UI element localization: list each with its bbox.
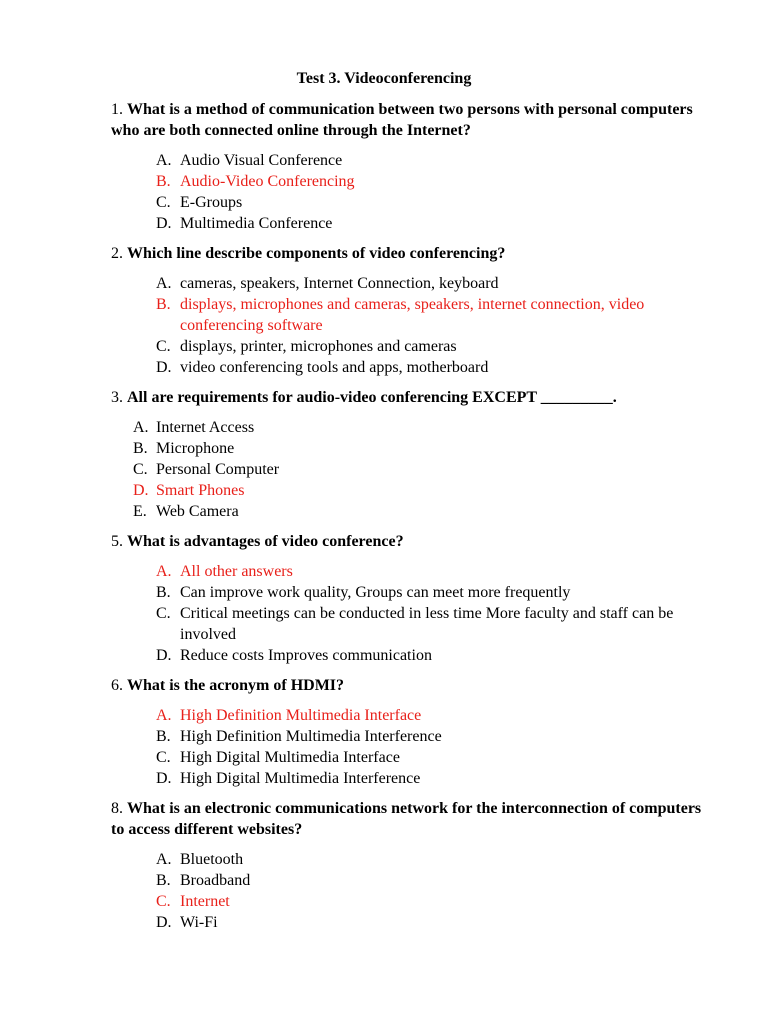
question-number: 1. (111, 101, 123, 118)
option-letter: B. (156, 728, 171, 745)
option-2d (0, 357, 768, 378)
option-text: Multimedia Conference (180, 215, 333, 232)
option-text: Reduce costs Improves communication (180, 647, 432, 664)
option-2a (0, 273, 768, 294)
question-number: 5. (111, 533, 123, 550)
options-2 (0, 273, 768, 378)
question-5 (111, 531, 711, 552)
option-text: High Digital Multimedia Interface (180, 749, 400, 766)
option-text: displays, microphones and cameras, speakers, internet connection, video conferencing software (180, 296, 645, 334)
options-3 (0, 417, 768, 522)
option-3d-correct (0, 480, 768, 501)
page-title: Test 3. Videoconferencing (296, 70, 472, 87)
option-2c (0, 336, 768, 357)
option-3b (0, 438, 768, 459)
option-5d (0, 645, 768, 666)
option-letter: A. (133, 419, 149, 436)
option-letter: C. (156, 893, 171, 910)
option-text: Microphone (156, 440, 235, 457)
option-text: Smart Phones (156, 482, 245, 499)
option-8a (0, 849, 768, 870)
option-text: Wi-Fi (180, 914, 218, 931)
question-1 (111, 99, 711, 141)
option-letter: B. (156, 584, 171, 601)
option-letter: C. (156, 749, 171, 766)
option-letter: B. (156, 296, 171, 313)
question-number: 3. (111, 389, 123, 406)
option-3a (0, 417, 768, 438)
option-1a (0, 150, 768, 171)
question-number: 2. (111, 245, 123, 262)
question-8 (111, 798, 711, 840)
option-text: Audio-Video Conferencing (180, 173, 355, 190)
option-text: displays, printer, microphones and cameras (180, 338, 457, 355)
option-text: Internet Access (156, 419, 255, 436)
option-text: Broadband (180, 872, 251, 889)
option-8c-correct (0, 891, 768, 912)
option-1c (0, 192, 768, 213)
option-letter: B. (156, 872, 171, 889)
option-letter: A. (156, 707, 172, 724)
options-5 (0, 561, 768, 666)
question-number: 8. (111, 800, 123, 817)
question-6 (111, 675, 711, 696)
question-text: What is the acronym of HDMI? (127, 677, 345, 694)
option-letter: D. (156, 914, 172, 931)
option-letter: A. (156, 152, 172, 169)
option-text: Audio Visual Conference (180, 152, 343, 169)
option-letter: C. (156, 338, 171, 355)
option-5c (0, 603, 768, 645)
option-text: Bluetooth (180, 851, 244, 868)
option-2b-correct (0, 294, 768, 336)
option-3e (0, 501, 768, 522)
option-text: High Definition Multimedia Interface (180, 707, 422, 724)
option-text: Web Camera (156, 503, 239, 520)
option-6a-correct (0, 705, 768, 726)
question-text: Which line describe components of video conferencing? (127, 245, 506, 262)
option-8b (0, 870, 768, 891)
option-letter: A. (156, 275, 172, 292)
option-text: E-Groups (180, 194, 243, 211)
option-letter: C. (156, 605, 171, 622)
question-2 (111, 243, 711, 264)
option-text: Can improve work quality, Groups can meet more frequently (180, 584, 571, 601)
options-8 (0, 849, 768, 933)
option-text: High Digital Multimedia Interference (180, 770, 421, 787)
option-6c (0, 747, 768, 768)
option-1b-correct (0, 171, 768, 192)
option-text: video conferencing tools and apps, motherboard (180, 359, 489, 376)
question-text: What is a method of communication between two persons with personal computers who are both connected online through the Internet? (111, 101, 693, 139)
option-letter: B. (156, 173, 171, 190)
option-letter: D. (156, 770, 172, 787)
option-letter: A. (156, 563, 172, 580)
question-text: What is an electronic communications network for the interconnection of computers to access different websites? (111, 800, 702, 838)
option-5b (0, 582, 768, 603)
option-text: Personal Computer (156, 461, 280, 478)
option-1d (0, 213, 768, 234)
option-5a-correct (0, 561, 768, 582)
option-letter: D. (156, 359, 172, 376)
question-text: All are requirements for audio-video conferencing EXCEPT _________. (127, 389, 617, 406)
option-6d (0, 768, 768, 789)
question-3 (111, 387, 711, 408)
options-6 (0, 705, 768, 789)
option-letter: D. (156, 215, 172, 232)
option-6b (0, 726, 768, 747)
option-text: High Definition Multimedia Interference (180, 728, 442, 745)
option-letter: C. (156, 194, 171, 211)
option-text: Internet (180, 893, 230, 910)
option-3c (0, 459, 768, 480)
option-8d (0, 912, 768, 933)
options-1 (0, 150, 768, 234)
option-text: cameras, speakers, Internet Connection, keyboard (180, 275, 499, 292)
option-letter: E. (133, 503, 147, 520)
option-letter: D. (156, 647, 172, 664)
option-letter: A. (156, 851, 172, 868)
question-number: 6. (111, 677, 123, 694)
option-letter: B. (133, 440, 148, 457)
option-text: Critical meetings can be conducted in less time More faculty and staff can be involved (180, 605, 674, 643)
option-text: All other answers (180, 563, 293, 580)
option-letter: C. (133, 461, 148, 478)
question-text: What is advantages of video conference? (127, 533, 404, 550)
option-letter: D. (133, 482, 149, 499)
